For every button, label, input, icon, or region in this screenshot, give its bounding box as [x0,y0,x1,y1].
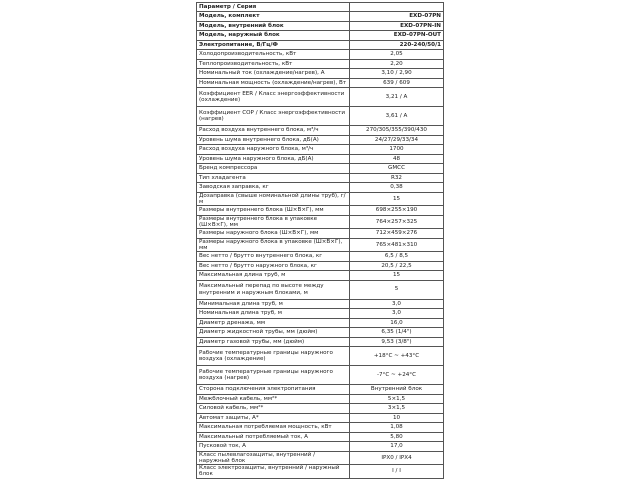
spec-label: Максимальная потребляемая мощность, кВт [197,423,350,433]
spec-label: Сторона подключения электропитания [197,385,350,395]
spec-row [197,423,444,433]
spec-row [197,164,444,174]
spec-row [197,154,444,164]
spec-row [197,21,444,31]
spec-label: Диаметр жидкостной трубы, мм (дюйм) [197,328,350,338]
spec-value: 16,0 [350,318,444,328]
spec-label: Модель, комплект [197,12,350,22]
spec-row [197,261,444,271]
spec-label: Электропитание, В/Гц/Ф [197,40,350,50]
spec-value: 17,0 [350,442,444,452]
spec-label: Номинальная длина труб, м [197,309,350,319]
spec-value: 15 [350,271,444,281]
spec-row [197,318,444,328]
spec-value: 5×1,5 [350,394,444,404]
spec-label: Максимальный перепад по высоте между внутренним и наружным блоками, м [197,280,350,299]
spec-row [197,229,444,239]
spec-row [197,432,444,442]
spec-row [197,69,444,79]
spec-value: 3,0 [350,299,444,309]
spec-value: 698×255×190 [350,206,444,216]
spec-label: Вес нетто / брутто внутреннего блока, кг [197,252,350,262]
spec-value: 5,80 [350,432,444,442]
spec-value [350,3,444,12]
spec-label: Теплопроизводительность, кВт [197,59,350,69]
spec-row [197,309,444,319]
spec-row [197,135,444,145]
spec-row [197,50,444,60]
spec-value: 2,05 [350,50,444,60]
spec-row [197,40,444,50]
spec-label: Уровень шума наружного блока, дБ(А) [197,154,350,164]
spec-row [197,252,444,262]
spec-row [197,107,444,126]
spec-value: 5 [350,280,444,299]
spec-row [197,206,444,216]
spec-value: 2,20 [350,59,444,69]
spec-value: 270/305/355/390/430 [350,126,444,136]
spec-row [197,451,444,465]
spec-label: Размеры внутреннего блока (Ш×В×Г), мм [197,206,350,216]
spec-value: I / I [350,465,444,479]
spec-value: 24/27/29/33/34 [350,135,444,145]
spec-row [197,394,444,404]
spec-value: 3,21 / A [350,88,444,107]
spec-row [197,59,444,69]
spec-label: Номинальная мощность (охлаждение/нагрев), Вт [197,78,350,88]
spec-value: 6,35 (1/4") [350,328,444,338]
spec-label: Холодопроизводительность, кВт [197,50,350,60]
spec-row [197,385,444,395]
spec-label: Уровень шума внутреннего блока, дБ(А) [197,135,350,145]
spec-row [197,238,444,252]
spec-row [197,215,444,229]
spec-label: Бренд компрессора [197,164,350,174]
spec-value: 639 / 609 [350,78,444,88]
spec-row [197,366,444,385]
spec-row [197,173,444,183]
spec-table-body [197,3,444,479]
spec-row [197,465,444,479]
spec-value: 6,5 / 8,5 [350,252,444,262]
spec-label: Коэффициент EER / Класс энергоэффективности (охлаждение) [197,88,350,107]
spec-label: Размеры наружного блока (Ш×В×Г), мм [197,229,350,239]
spec-value: 3,61 / A [350,107,444,126]
spec-label: Диаметр газовой трубы, мм (дюйм) [197,337,350,347]
spec-value: 3×1,5 [350,404,444,414]
spec-row [197,78,444,88]
spec-value: 3,10 / 2,90 [350,69,444,79]
spec-label: Модель, внутренний блок [197,21,350,31]
spec-value: 1700 [350,145,444,155]
spec-value: IPX0 / IPX4 [350,451,444,465]
spec-row [197,280,444,299]
spec-row [197,347,444,366]
spec-label: Размеры внутреннего блока в упаковке (Ш×В×Г), мм [197,215,350,229]
spec-label: Размеры наружного блока в упаковке (Ш×В×Г), мм [197,238,350,252]
spec-value: R32 [350,173,444,183]
spec-label: Вес нетто / брутто наружного блока, кг [197,261,350,271]
spec-value: 10 [350,413,444,423]
spec-label: Диаметр дренажа, мм [197,318,350,328]
spec-value: 48 [350,154,444,164]
spec-row [197,88,444,107]
spec-value: EXD-07PN [350,12,444,22]
spec-label: Силовой кабель, мм²* [197,404,350,414]
spec-row [197,192,444,206]
spec-value: 1,08 [350,423,444,433]
spec-value: 3,0 [350,309,444,319]
spec-label: Пусковой ток, А [197,442,350,452]
spec-row [197,145,444,155]
spec-row [197,337,444,347]
spec-label: Автомат защиты, А* [197,413,350,423]
spec-value: 712×459×276 [350,229,444,239]
spec-row [197,404,444,414]
spec-row [197,328,444,338]
spec-row [197,442,444,452]
spec-value: 0,38 [350,183,444,193]
spec-label: Максимальная длина труб, м [197,271,350,281]
spec-table [196,2,444,479]
spec-label: Расход воздуха внутреннего блока, м³/ч [197,126,350,136]
spec-label: Заводская заправка, кг [197,183,350,193]
spec-label: Номинальный ток (охлаждение/нагрев), А [197,69,350,79]
spec-value: Внутренний блок [350,385,444,395]
spec-label: Параметр / Серия [197,3,350,12]
spec-value: 20,5 / 22,5 [350,261,444,271]
spec-label: Модель, наружный блок [197,31,350,41]
spec-label: Максимальный потребляемый ток, А [197,432,350,442]
spec-row [197,3,444,12]
spec-label: Расход воздуха наружного блока, м³/ч [197,145,350,155]
spec-row [197,31,444,41]
spec-label: Тип хладагента [197,173,350,183]
spec-value: 764×257×325 [350,215,444,229]
spec-value: EXD-07PN-OUT [350,31,444,41]
spec-label: Класс электрозащиты, внутренний / наружный блок [197,465,350,479]
spec-row [197,299,444,309]
spec-value: 765×481×310 [350,238,444,252]
spec-value: GMCC [350,164,444,174]
spec-row [197,126,444,136]
spec-label: Межблочный кабель, мм²* [197,394,350,404]
spec-value: 15 [350,192,444,206]
spec-row [197,413,444,423]
spec-label: Дозаправка (свыше номинальной длины труб), г/м [197,192,350,206]
spec-label: Коэффициент COP / Класс энергоэффективности (нагрев) [197,107,350,126]
spec-row [197,12,444,22]
spec-label: Класс пылевлагозащиты, внутренний / наружный блок [197,451,350,465]
spec-label: Рабочие температурные границы наружного воздуха (охлаждение) [197,347,350,366]
spec-value: EXD-07PN-IN [350,21,444,31]
spec-row [197,271,444,281]
spec-row [197,183,444,193]
spec-value: +18°C ~ +43°C [350,347,444,366]
spec-value: 9,53 (3/8") [350,337,444,347]
spec-value: -7°C ~ +24°C [350,366,444,385]
spec-label: Минимальная длина труб, м [197,299,350,309]
spec-label: Рабочие температурные границы наружного воздуха (нагрев) [197,366,350,385]
spec-value: 220-240/50/1 [350,40,444,50]
